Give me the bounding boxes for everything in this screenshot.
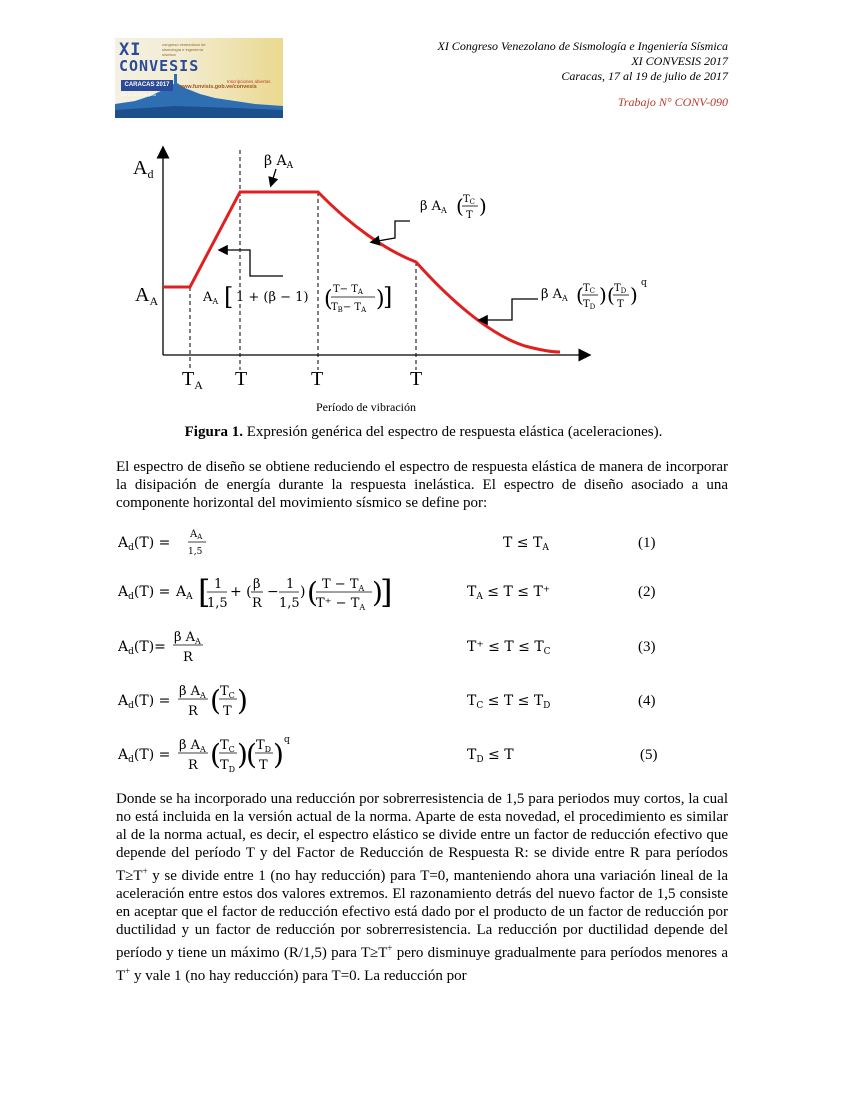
svg-text:R: R <box>188 758 198 773</box>
equation-1 <box>110 520 670 564</box>
x-tick-tc: T <box>311 368 324 390</box>
equation-4 <box>110 676 670 722</box>
svg-text:): ) <box>300 584 306 600</box>
svg-text:T: T <box>466 210 473 221</box>
y-tick-aa: $A_A$ <box>135 284 159 308</box>
svg-text:): ) <box>237 738 248 771</box>
figure-caption: Figura 1. Expresión genérica del espectro de respuesta elástica (aceleraciones). <box>184 424 663 440</box>
svg-text:β: β <box>253 577 261 592</box>
y-axis-label: $A_d$ <box>133 157 154 181</box>
x-tick-ta: $T_A$ <box>182 368 203 392</box>
svg-text:(1): (1) <box>638 535 656 551</box>
svg-text:Ad(T) =: $A_d(T)$ = <box>118 693 171 711</box>
svg-text:T− TA: $T- T_A$ <box>333 284 363 296</box>
svg-text:(: ( <box>210 684 221 717</box>
svg-text:AA: $A_A$ <box>203 290 219 306</box>
svg-text:TD: $T_D$ <box>583 299 596 311</box>
convesis-logo <box>115 38 283 118</box>
svg-text:Ad(T) =: $A_d(T)$ = <box>118 584 171 602</box>
x-tick-tb: T <box>235 368 248 390</box>
svg-text:TD: $T_D$ <box>614 283 627 295</box>
annotation-plateau: β $A_A$ <box>264 153 294 171</box>
svg-text:T⁺ − TA: $T^+ - T_A$ <box>316 596 366 612</box>
svg-text:TD ≤ T: $T_D \le T$ <box>467 747 514 765</box>
svg-text:1,5: 1,5 <box>279 596 300 611</box>
svg-text:(: ( <box>210 738 221 771</box>
svg-text:): ) <box>630 283 638 307</box>
svg-text:): ) <box>273 738 284 771</box>
svg-text:β AA: β $A_A$ <box>179 684 206 700</box>
svg-text:−: − <box>267 584 279 600</box>
svg-text:TC: $T_C$ <box>220 684 235 700</box>
intro-paragraph: El espectro de diseño se obtiene reduciendo el espectro de respuesta elástica de manera de incorporar la disipación de energía durante la respuesta inelástica. El espectro de diseño asociado a una componente horizontal del movimiento sísmico se define por: <box>116 459 728 511</box>
svg-text:TC: $T_C$ <box>220 738 235 754</box>
svg-text:): ) <box>376 287 385 312</box>
svg-text:TC: $T_C$ <box>463 194 476 206</box>
equation-2 <box>110 568 670 614</box>
svg-text:1,5: 1,5 <box>188 547 203 557</box>
svg-text:(: ( <box>456 194 464 218</box>
svg-text:R: R <box>188 704 198 719</box>
x-tick-td: T <box>410 368 423 390</box>
svg-text:+ (: + ( <box>230 584 252 600</box>
svg-text:1: 1 <box>214 577 223 592</box>
svg-text:(: ( <box>607 283 615 307</box>
svg-text:(: ( <box>324 287 333 312</box>
svg-text:T − TA: $T - T_A$ <box>322 577 365 593</box>
logo-line2: CONVESIS <box>119 57 200 75</box>
svg-text:TD: $T_D$ <box>256 738 272 754</box>
logo-registration: Inscripciones abiertas <box>227 79 271 84</box>
equation-3 <box>110 622 670 668</box>
svg-text:β AA: β $A_A$ <box>541 287 568 303</box>
svg-text:R: R <box>183 650 193 665</box>
equation-5 <box>110 728 670 778</box>
annotation-ramp <box>202 283 392 314</box>
logo-url: www.funvisis.gob.ve/convesis <box>179 84 257 90</box>
svg-text:T: T <box>259 758 268 773</box>
svg-text:(2): (2) <box>638 584 656 600</box>
svg-text:q: q <box>284 735 290 745</box>
svg-text:): ) <box>237 684 248 717</box>
body-paragraph: Donde se ha incorporado una reducción por sobrerresistencia de 1,5 para periodos muy cortos, la cual no está incluida en la versión actual de la norma. Aparte de esta novedad, el procedimiento es similar al de la norma actual, es decir, el espectro elástico se divide entre un factor de reducción efectivo que depende del período T y del Factor de Reducción de Respuesta R: se divide entre R para períodos T≥T+ y se divide entre 1 (no hay reducción) para T=0, manteniendo ahora una variación lineal de la aceleración entre estos dos valores extremos. El razonamiento detrás del nuevo factor de 1,5 consiste en aceptar que el factor de reducción efectivo está dado por el producto de un factor de reducción por ductilidad y un factor de reducción por sobrerresistencia. La reducción por ductilidad depende del período y tiene un máximo (R/1,5) para T≥T+ pero disminuye gradualmente para períodos menores a T+ y vale 1 (no hay reducción) para T=0. La reducción por <box>116 791 728 984</box>
svg-text:]: ] <box>383 283 393 311</box>
header-location-date: Caracas, 17 al 19 de julio de 2017 <box>561 69 728 83</box>
spectrum-figure <box>0 130 847 420</box>
svg-text:TC ≤ T ≤ TD: $T_C \le T \le T_D$ <box>467 693 551 711</box>
svg-text:): ) <box>372 576 383 609</box>
paper-id: Trabajo N° CONV-090 <box>617 95 728 109</box>
svg-text:(: ( <box>307 576 318 609</box>
annotation-branch <box>420 194 487 221</box>
annotation-tail <box>541 278 647 311</box>
svg-text:): ) <box>599 283 607 307</box>
logo-small-text: congreso venezolano de sismología e ingeniería sísmica <box>162 42 206 57</box>
svg-text:]: ] <box>380 573 393 611</box>
svg-text:Ad(T) =: $A_d(T)$ = <box>118 747 171 765</box>
svg-text:TD: $T_D$ <box>220 758 236 774</box>
svg-text:(5): (5) <box>640 747 658 763</box>
svg-text:[: [ <box>198 573 211 611</box>
svg-text:TC: $T_C$ <box>583 283 596 295</box>
svg-text:T: T <box>223 704 232 719</box>
svg-text:β AA: β $A_A$ <box>179 738 206 754</box>
x-axis-label: Período de vibración <box>316 400 416 414</box>
svg-text:TA ≤ T ≤ T⁺: $T_A \le T \le T^+$ <box>467 584 551 602</box>
svg-text:AA: $A_A$ <box>176 584 193 602</box>
svg-text:1 + (β − 1): 1 + (β − 1) <box>236 290 309 305</box>
svg-text:β AA: β $A_A$ <box>174 630 201 646</box>
svg-text:1: 1 <box>286 577 295 592</box>
svg-text:(: ( <box>246 738 257 771</box>
svg-text:R: R <box>252 596 262 611</box>
svg-text:[: [ <box>224 283 234 311</box>
pointer-ramp <box>220 250 283 276</box>
header-edition: XI CONVESIS 2017 <box>631 54 728 68</box>
svg-text:(4): (4) <box>638 693 656 709</box>
header-congress: XI Congreso Venezolano de Sismología e Ingeniería Sísmica <box>437 39 728 53</box>
svg-text:Ad(T) =: $A_d(T)$ = <box>118 535 171 553</box>
svg-text:β AA: β $A_A$ <box>420 199 447 215</box>
svg-text:T ≤ TA: $T \le T_A$ <box>503 535 549 553</box>
logo-dates: Del 17 al 19 de julio <box>121 92 157 97</box>
pointer-branch <box>372 221 410 242</box>
pointer-tail <box>480 299 538 320</box>
logo-badge: CARACAS 2017 <box>121 80 173 91</box>
svg-text:(: ( <box>576 283 584 307</box>
svg-text:TB− TA: $T_B- T_A$ <box>331 302 367 314</box>
svg-text:Ad(T)=: $A_d(T)=$ <box>118 639 166 657</box>
svg-text:): ) <box>479 194 487 218</box>
svg-text:q: q <box>641 278 647 288</box>
svg-text:1,5: 1,5 <box>207 596 228 611</box>
pointer-plateau <box>271 169 276 185</box>
svg-text:(3): (3) <box>638 639 656 655</box>
svg-text:T: T <box>617 299 624 310</box>
svg-text:T⁺ ≤ T ≤ TC: $T^+ \le T \le T_C$ <box>467 639 551 657</box>
logo-line1: XI <box>119 40 142 60</box>
svg-text:AA: $A_A$ <box>190 529 203 541</box>
spectrum-curve <box>163 192 560 352</box>
